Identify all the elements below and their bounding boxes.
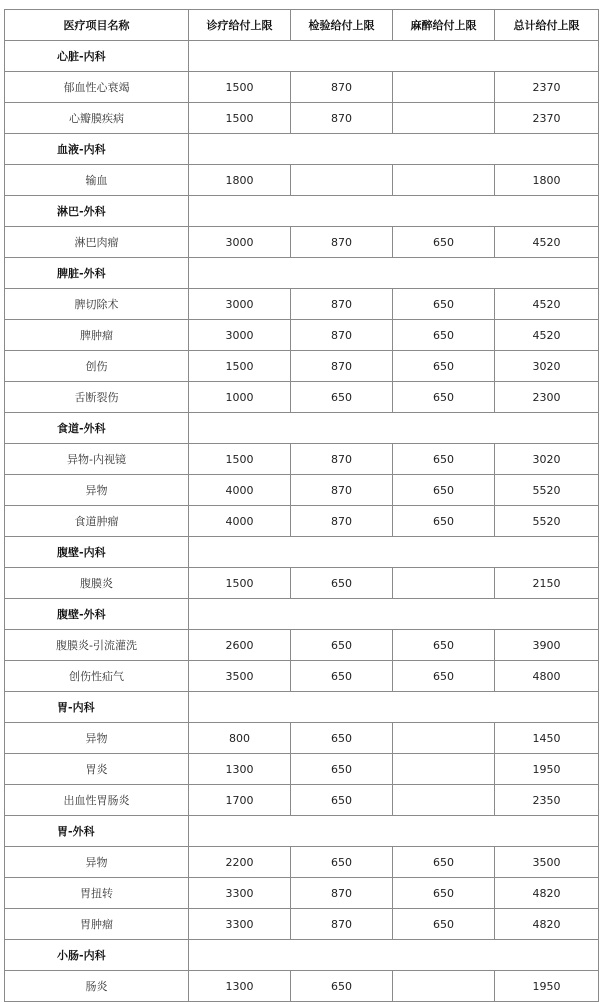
lab-limit-cell: 870 xyxy=(291,444,393,475)
table-row xyxy=(5,227,599,258)
table-row xyxy=(5,754,599,785)
item-name-cell: 胃炎 xyxy=(5,754,189,785)
section-name: 心脏-内科 xyxy=(5,41,189,72)
section-row xyxy=(5,413,599,444)
treatment-limit-cell: 1500 xyxy=(189,72,291,103)
item-name-cell: 心瓣膜疾病 xyxy=(5,103,189,134)
item-name-cell: 异物 xyxy=(5,723,189,754)
table-row xyxy=(5,971,599,1002)
item-name-cell: 异物 xyxy=(5,475,189,506)
lab-limit-cell: 650 xyxy=(291,630,393,661)
table-row xyxy=(5,630,599,661)
treatment-limit-cell: 1800 xyxy=(189,165,291,196)
treatment-limit-cell: 1500 xyxy=(189,103,291,134)
total-limit-cell: 4800 xyxy=(495,661,599,692)
section-name: 腹壁-外科 xyxy=(5,599,189,630)
lab-limit-cell: 650 xyxy=(291,971,393,1002)
treatment-limit-cell: 2600 xyxy=(189,630,291,661)
section-filler xyxy=(189,940,599,971)
anesthesia-limit-cell: 650 xyxy=(393,506,495,537)
table-row xyxy=(5,444,599,475)
item-name-cell: 异物-内视镜 xyxy=(5,444,189,475)
anesthesia-limit-cell: 650 xyxy=(393,661,495,692)
total-limit-cell: 4820 xyxy=(495,878,599,909)
item-name-cell: 创伤性疝气 xyxy=(5,661,189,692)
section-row xyxy=(5,940,599,971)
treatment-limit-cell: 800 xyxy=(189,723,291,754)
lab-limit-cell: 870 xyxy=(291,909,393,940)
anesthesia-limit-cell xyxy=(393,754,495,785)
section-filler xyxy=(189,196,599,227)
lab-limit-cell: 870 xyxy=(291,506,393,537)
header-total-limit: 总计给付上限 xyxy=(495,10,599,41)
lab-limit-cell: 870 xyxy=(291,475,393,506)
total-limit-cell: 2300 xyxy=(495,382,599,413)
item-name-cell: 舌断裂伤 xyxy=(5,382,189,413)
treatment-limit-cell: 1500 xyxy=(189,351,291,382)
treatment-limit-cell: 1500 xyxy=(189,444,291,475)
treatment-limit-cell: 1000 xyxy=(189,382,291,413)
section-name: 食道-外科 xyxy=(5,413,189,444)
lab-limit-cell: 650 xyxy=(291,661,393,692)
section-filler xyxy=(189,816,599,847)
table-row xyxy=(5,72,599,103)
section-filler xyxy=(189,41,599,72)
treatment-limit-cell: 3000 xyxy=(189,289,291,320)
table-row xyxy=(5,847,599,878)
table-row xyxy=(5,103,599,134)
item-name-cell: 腹膜炎-引流灌洗 xyxy=(5,630,189,661)
lab-limit-cell: 650 xyxy=(291,847,393,878)
section-row xyxy=(5,134,599,165)
lab-limit-cell xyxy=(291,165,393,196)
total-limit-cell: 3500 xyxy=(495,847,599,878)
lab-limit-cell: 650 xyxy=(291,568,393,599)
item-name-cell: 食道肿瘤 xyxy=(5,506,189,537)
header-row xyxy=(5,10,599,41)
treatment-limit-cell: 3300 xyxy=(189,909,291,940)
table-row xyxy=(5,320,599,351)
total-limit-cell: 1950 xyxy=(495,971,599,1002)
anesthesia-limit-cell: 650 xyxy=(393,444,495,475)
total-limit-cell: 5520 xyxy=(495,475,599,506)
section-name: 脾脏-外科 xyxy=(5,258,189,289)
treatment-limit-cell: 4000 xyxy=(189,475,291,506)
anesthesia-limit-cell: 650 xyxy=(393,475,495,506)
section-name: 腹壁-内科 xyxy=(5,537,189,568)
section-row xyxy=(5,537,599,568)
lab-limit-cell: 870 xyxy=(291,72,393,103)
lab-limit-cell: 650 xyxy=(291,754,393,785)
anesthesia-limit-cell: 650 xyxy=(393,227,495,258)
section-row xyxy=(5,692,599,723)
anesthesia-limit-cell: 650 xyxy=(393,878,495,909)
item-name-cell: 腹膜炎 xyxy=(5,568,189,599)
total-limit-cell: 1950 xyxy=(495,754,599,785)
section-row xyxy=(5,196,599,227)
section-row xyxy=(5,816,599,847)
item-name-cell: 输血 xyxy=(5,165,189,196)
total-limit-cell: 4820 xyxy=(495,909,599,940)
section-filler xyxy=(189,258,599,289)
lab-limit-cell: 870 xyxy=(291,320,393,351)
header-lab-limit: 检验给付上限 xyxy=(291,10,393,41)
treatment-limit-cell: 1700 xyxy=(189,785,291,816)
anesthesia-limit-cell xyxy=(393,568,495,599)
section-row xyxy=(5,41,599,72)
table-row xyxy=(5,878,599,909)
table-row xyxy=(5,165,599,196)
section-row xyxy=(5,599,599,630)
table-row xyxy=(5,475,599,506)
treatment-limit-cell: 1500 xyxy=(189,568,291,599)
lab-limit-cell: 870 xyxy=(291,227,393,258)
item-name-cell: 脾切除术 xyxy=(5,289,189,320)
table-row xyxy=(5,661,599,692)
table-row xyxy=(5,289,599,320)
anesthesia-limit-cell xyxy=(393,165,495,196)
total-limit-cell: 4520 xyxy=(495,227,599,258)
table-row xyxy=(5,568,599,599)
table-body xyxy=(5,41,599,1002)
total-limit-cell: 2150 xyxy=(495,568,599,599)
section-name: 胃-内科 xyxy=(5,692,189,723)
treatment-limit-cell: 1300 xyxy=(189,754,291,785)
anesthesia-limit-cell: 650 xyxy=(393,630,495,661)
header-treatment-limit: 诊疗给付上限 xyxy=(189,10,291,41)
lab-limit-cell: 870 xyxy=(291,878,393,909)
table-row xyxy=(5,785,599,816)
anesthesia-limit-cell xyxy=(393,723,495,754)
section-filler xyxy=(189,134,599,165)
item-name-cell: 郁血性心衰竭 xyxy=(5,72,189,103)
item-name-cell: 胃肿瘤 xyxy=(5,909,189,940)
total-limit-cell: 5520 xyxy=(495,506,599,537)
anesthesia-limit-cell xyxy=(393,72,495,103)
anesthesia-limit-cell xyxy=(393,103,495,134)
section-name: 血液-内科 xyxy=(5,134,189,165)
treatment-limit-cell: 1300 xyxy=(189,971,291,1002)
total-limit-cell: 4520 xyxy=(495,289,599,320)
total-limit-cell: 4520 xyxy=(495,320,599,351)
treatment-limit-cell: 3300 xyxy=(189,878,291,909)
anesthesia-limit-cell: 650 xyxy=(393,289,495,320)
total-limit-cell: 1800 xyxy=(495,165,599,196)
total-limit-cell: 3020 xyxy=(495,351,599,382)
treatment-limit-cell: 3000 xyxy=(189,320,291,351)
item-name-cell: 肠炎 xyxy=(5,971,189,1002)
lab-limit-cell: 650 xyxy=(291,723,393,754)
treatment-limit-cell: 4000 xyxy=(189,506,291,537)
table-row xyxy=(5,723,599,754)
total-limit-cell: 2370 xyxy=(495,103,599,134)
table-row xyxy=(5,351,599,382)
section-name: 小肠-内科 xyxy=(5,940,189,971)
section-name: 胃-外科 xyxy=(5,816,189,847)
insurance-limit-table xyxy=(4,9,599,1002)
anesthesia-limit-cell: 650 xyxy=(393,382,495,413)
anesthesia-limit-cell: 650 xyxy=(393,320,495,351)
lab-limit-cell: 870 xyxy=(291,289,393,320)
treatment-limit-cell: 3500 xyxy=(189,661,291,692)
lab-limit-cell: 870 xyxy=(291,351,393,382)
anesthesia-limit-cell: 650 xyxy=(393,847,495,878)
item-name-cell: 淋巴肉瘤 xyxy=(5,227,189,258)
item-name-cell: 出血性胃肠炎 xyxy=(5,785,189,816)
lab-limit-cell: 650 xyxy=(291,382,393,413)
item-name-cell: 创伤 xyxy=(5,351,189,382)
section-filler xyxy=(189,599,599,630)
table-row xyxy=(5,382,599,413)
item-name-cell: 胃扭转 xyxy=(5,878,189,909)
table-row xyxy=(5,506,599,537)
anesthesia-limit-cell: 650 xyxy=(393,351,495,382)
header-item-name: 医疗项目名称 xyxy=(5,10,189,41)
header-anesthesia-limit: 麻醉给付上限 xyxy=(393,10,495,41)
anesthesia-limit-cell xyxy=(393,971,495,1002)
section-name: 淋巴-外科 xyxy=(5,196,189,227)
item-name-cell: 脾肿瘤 xyxy=(5,320,189,351)
total-limit-cell: 3020 xyxy=(495,444,599,475)
lab-limit-cell: 650 xyxy=(291,785,393,816)
anesthesia-limit-cell xyxy=(393,785,495,816)
total-limit-cell: 1450 xyxy=(495,723,599,754)
section-filler xyxy=(189,692,599,723)
section-filler xyxy=(189,537,599,568)
lab-limit-cell: 870 xyxy=(291,103,393,134)
treatment-limit-cell: 2200 xyxy=(189,847,291,878)
section-filler xyxy=(189,413,599,444)
total-limit-cell: 3900 xyxy=(495,630,599,661)
anesthesia-limit-cell: 650 xyxy=(393,909,495,940)
table-row xyxy=(5,909,599,940)
total-limit-cell: 2350 xyxy=(495,785,599,816)
treatment-limit-cell: 3000 xyxy=(189,227,291,258)
section-row xyxy=(5,258,599,289)
total-limit-cell: 2370 xyxy=(495,72,599,103)
item-name-cell: 异物 xyxy=(5,847,189,878)
